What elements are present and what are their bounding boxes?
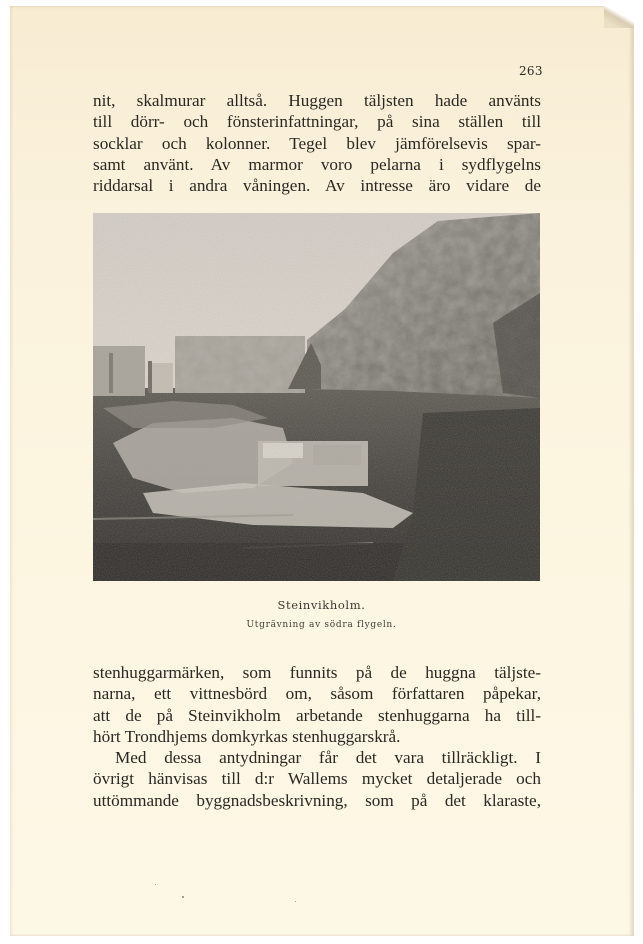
text-line: till dörr- och fönsterinfattningar, på sina ställen till [93,112,541,132]
text-line: hört Trondhjems domkyrkas stenhuggarskrå. [93,726,401,746]
paper-speck [295,901,296,902]
text-line: övrigt hänvisas till d:r Wallems mycket detaljerade och [93,769,541,789]
top-paragraph [93,90,541,196]
text-line: nit, skalmurar alltså. Huggen täljsten hade använts [93,91,541,110]
ruins-photo-icon [93,213,540,581]
page-number: 263 [519,64,543,78]
text-line: att de på Steinvikholm arbetande stenhuggarna ha till- [93,705,541,725]
paper-speck [182,896,184,898]
figure-caption-title: Steinvikholm. [277,598,366,612]
text-line: samt använt. Av marmor voro pelarna i sydflygelns [93,154,541,174]
bottom-paragraph [93,662,541,811]
paper-speck [155,884,156,885]
text-line: socklar och kolonner. Tegel blev jämförelsevis spar- [93,133,541,153]
figure-photograph [93,213,540,581]
text-line: uttömmande byggnadsbeskrivning, som på det klaraste, [93,790,541,810]
text-line: Med dessa antydningar får det vara tillräckligt. I [115,748,541,768]
text-line: stenhuggarmärken, som funnits på de huggna täljste- [93,663,541,682]
text-line: narna, ett vittnesbörd om, såsom författaren påpekar, [93,684,541,704]
text-line: riddarsal i andra våningen. Av intresse äro vidare de [93,176,541,196]
figure-caption-subtitle: Utgrävning av södra flygeln. [246,620,397,630]
folded-corner [604,6,634,28]
